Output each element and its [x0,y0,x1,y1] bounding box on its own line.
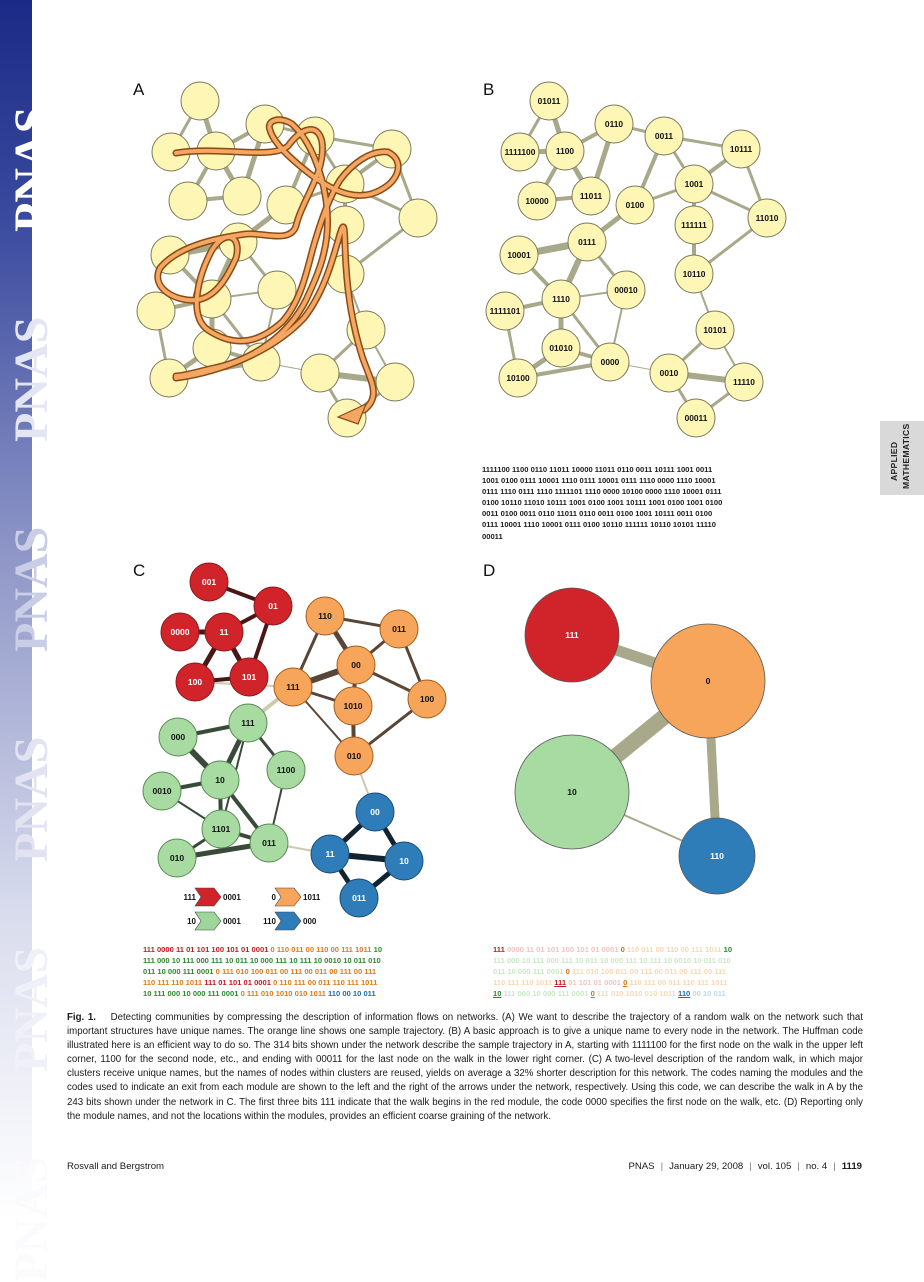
caption-text: Detecting communities by compressing the description of information flows on networks. (A) We want to describe the trajectory of a random walk on the network such that important structures have unique names. The orange line shows one sample trajectory. (B) A basic approach is to give a unique name to every node in the network. The Huffman code illustrated here is an efficient way to do so. The 314 bits shown under the network describe the sample trajectory in A, starting with 1111100 for the first node on the walk in the upper left corner, 1100 for the second node, etc., and ending with 00011 for the last node on the walk in the lower right corner. (C) A two-level description of the random walk, in which major clusters receive unique names, but the names of nodes within clusters are reused, yields on average a 32% shorter description for this network. The codes naming the modules and the codes used to indicate an exit from each module are shown to the left and the right of the arrows under the network, respectively. Using this code, we can describe the walk in A by the 243 bits shown under the network in C. The first three bits 111 indicate that the walk begins in the red module, the code 0000 specifies the first node on the walk, etc. (D) Reporting only the module names, and not the locations within the modules, provides an efficient coarse graining of the network. [67,1012,863,1122]
legend-exit-code: 0001 [223,917,241,926]
panel-c-node-label: 11 [219,627,229,637]
panel-b-node-label: 10001 [507,250,531,260]
footer-date: January 29, 2008 [669,1161,744,1172]
panel-b-node-label: 00010 [614,285,638,295]
footer-citation: PNAS | January 29, 2008 | vol. 105 | no. 4 | 1119 [628,1161,862,1172]
panel-b-node-label: 01011 [537,96,561,106]
bits-segment: 0 110 111 00 011 110 111 1011 [273,978,378,988]
panel-b-node-label: 00011 [684,413,708,423]
bits-line: 0100 10110 11010 10111 1001 0100 1001 10111 1001 0100 1001 0100 [482,498,723,508]
bits-segment: 10 111 000 10 000 111 0001 [143,989,241,999]
panel-b-node-label: 10101 [703,325,727,335]
panel-b-node-label: 1110 [552,294,570,304]
bits-segment: 110 111 110 1011 [493,978,555,988]
bits-line [493,955,732,966]
panel-letter-d: D [483,561,496,580]
panel-c-node-label: 0000 [170,627,190,637]
panel-b-node-label: 10111 [729,144,753,154]
bits-segment: 0 [623,978,628,988]
panel-b-node-label: 1001 [684,179,704,189]
panel-b-node-label: 0111 [578,237,596,247]
panel-b-node-label: 11011 [579,191,603,201]
bits-segment: 110 111 00 011 110 111 1011 [627,978,728,988]
panel-b-node-label: 0011 [654,131,674,141]
sidebar-word: PNAS [5,946,58,1072]
legend-exit-code: 0001 [223,893,241,902]
bits-line [143,977,382,988]
panel-d-bit-string [493,944,732,999]
bits-segment: 0 111 010 100 011 00 111 00 011 00 111 00 111 [215,967,377,977]
bits-segment: 110 [678,989,691,999]
section-tab-line2: MATHEMATICS [901,423,911,489]
legend-enter-code: 10 [187,917,196,926]
bits-segment: 0 [620,945,625,954]
panel-a-node [376,363,414,401]
panel-b-node-label: 0100 [625,200,645,210]
bits-segment: 111 010 1010 010 1011 [594,989,679,999]
panel-a-node [246,105,284,143]
legend-exit-code: 000 [303,917,317,926]
panel-b-node-label: 10100 [506,373,530,383]
bits-line [143,944,382,955]
bits-line: 1001 0100 0111 10001 1110 0111 10001 0111 1110 0000 1110 10001 [482,476,716,486]
panel-a-node [169,182,207,220]
legend-enter-code: 111 [183,893,196,902]
panel-b-node-label: 01010 [549,343,573,353]
panel-c-node-label: 011 [262,838,276,848]
bits-segment: 0 [590,989,595,999]
bits-line: 0111 1110 0111 1110 1111101 1110 0000 10100 0000 1110 10001 0111 [482,487,722,497]
panel-a-walk-line [176,227,373,410]
legend-module-arrow [275,888,301,906]
panel-c-node-label: 110 [318,611,332,621]
bits-line [143,988,382,999]
panel-a-node [399,199,437,237]
panel-b-node-label: 10110 [682,269,706,279]
bits-line: 0011 0100 0011 0110 11011 0110 0011 0100 1001 10111 0011 0100 [482,509,713,519]
panel-b-node-label: 111111 [681,220,707,230]
legend-module-arrow [195,912,221,930]
legend-module-arrow [275,912,301,930]
bits-segment: 10 [493,989,502,999]
bits-line [493,988,732,999]
footer-issue: no. 4 [805,1161,828,1172]
bits-segment: 111 0000 11 01 101 100 101 01 0001 [143,945,271,954]
bits-segment: 110 00 10 011 [327,989,376,999]
sidebar-word: PNAS [5,316,58,442]
panel-c-node-label: 1010 [343,701,363,711]
panel-c-node-label: 000 [170,732,186,742]
panel-b-node-label: 0000 [600,357,620,367]
bits-line: 0111 10001 1110 10001 0111 0100 10110 111111 10110 10101 11110 [482,520,716,530]
panel-c-node-label: 111 [241,718,255,728]
bits-segment: 111 01 101 01 0001 [204,978,274,988]
panel-letter-c: C [133,561,146,580]
panel-b-network [486,82,786,437]
panel-c-node-label: 10 [399,856,409,866]
bits-segment: 01 101 01 0001 [566,978,624,988]
sidebar-word: PNAS [5,736,58,862]
panel-b-node-label: 1111100 [504,147,536,157]
bits-segment: 110 011 00 110 00 111 1011 [624,945,724,954]
bits-segment: 111 000 10 111 000 111 10 011 10 000 111 10 111 10 0010 10 011 010 [493,956,731,966]
panel-c-node-label: 001 [201,577,217,587]
legend-enter-code: 0 [271,893,276,902]
panel-c-node-label: 01 [268,601,278,611]
bits-line: 1111100 1100 0110 11011 10000 11011 0110 0011 10111 1001 0011 [482,465,713,474]
panel-a-node [223,177,261,215]
legend-module-arrow [195,888,221,906]
panel-c-node-label: 00 [370,807,380,817]
panel-d-module-label: 0 [705,676,711,686]
bits-segment: 00 10 011 [690,989,726,999]
panel-d-modules [515,588,765,894]
legend-enter-code: 110 [263,917,276,926]
panel-b-node-label: 10000 [525,196,549,206]
figure-caption [67,1011,863,1124]
panel-c-node-label: 00 [351,660,361,670]
panel-d-module-label: 110 [710,851,724,861]
panel-c-node-label: 0010 [152,786,172,796]
sidebar-word: PNAS [5,1156,58,1282]
bits-line [493,977,732,988]
panel-c-node-label: 100 [419,694,435,704]
panel-c-network [143,563,446,930]
bits-segment: 0000 11 01 101 100 101 01 0001 [504,945,621,954]
panel-b-node-label: 11110 [733,377,755,387]
panel-c-node-label: 010 [346,751,362,761]
panel-c-node-label: 1100 [276,765,296,775]
bits-segment: 0 [565,967,570,977]
bits-line [143,955,382,966]
panel-a-node [181,82,219,120]
panel-c-node-label: 100 [187,677,203,687]
panel-d-module-label: 111 [565,630,579,640]
sidebar-word: PNAS [5,526,58,652]
panel-a-node [301,354,339,392]
bits-segment: 10 [723,945,733,954]
panel-c-node-label: 101 [241,672,257,682]
footer-volume: vol. 105 [757,1161,792,1172]
panel-letter-b: B [483,80,495,99]
panel-c-node-label: 111 [286,682,300,692]
bits-segment: 011 10 000 111 0001 [493,967,566,977]
bits-segment: 0 110 011 00 110 00 111 1011 [270,945,374,954]
footer-authors: Rosvall and Bergstrom [67,1161,165,1172]
panel-letter-a: A [133,80,145,99]
bits-line: 00011 [482,531,503,541]
panel-c-bit-string [143,944,382,999]
section-tab-line1: APPLIED [889,441,899,481]
bits-line [493,944,732,955]
bits-segment: 111 000 10 111 000 111 10 011 10 000 111 10 111 10 0010 10 011 010 [143,956,381,966]
panel-c-node-label: 011 [392,624,406,634]
panel-b-node-label: 1100 [555,146,575,156]
panel-b-node-label: 0010 [659,368,679,378]
bits-segment: 111 [554,978,567,988]
panel-a-node [258,271,296,309]
panel-a-network [137,82,437,437]
panel-b-node-label: 11010 [755,213,779,223]
panel-b-bit-string [482,464,722,542]
bits-segment: 111 010 100 011 00 111 00 011 00 111 00 111 [569,967,727,977]
panel-c-node-label: 011 [352,893,366,903]
bits-segment: 10 [373,945,383,954]
panel-b-node-label: 1111101 [489,306,521,316]
bits-line [143,966,382,977]
legend-exit-code: 1011 [303,893,321,902]
bits-segment: 110 111 110 1011 [143,978,205,988]
footer-journal: PNAS [628,1161,655,1172]
panel-c-node-label: 1101 [211,824,231,834]
panel-c-node-label: 10 [215,775,225,785]
panel-c-node-label: 010 [169,853,185,863]
bits-segment: 011 10 000 111 0001 [143,967,216,977]
sidebar-word: PNAS [5,106,58,232]
caption-label: Fig. 1. [67,1012,96,1023]
footer-page: 1119 [841,1161,862,1172]
panel-c-node-label: 11 [325,849,335,859]
bits-segment: 111 [493,945,505,954]
panel-b-node-label: 0110 [604,119,624,129]
bits-segment: 0 111 010 1010 010 1011 [240,989,328,999]
panel-d-module-label: 10 [567,787,577,797]
bits-segment: 111 000 10 000 111 0001 [501,989,591,999]
bits-line [493,966,732,977]
